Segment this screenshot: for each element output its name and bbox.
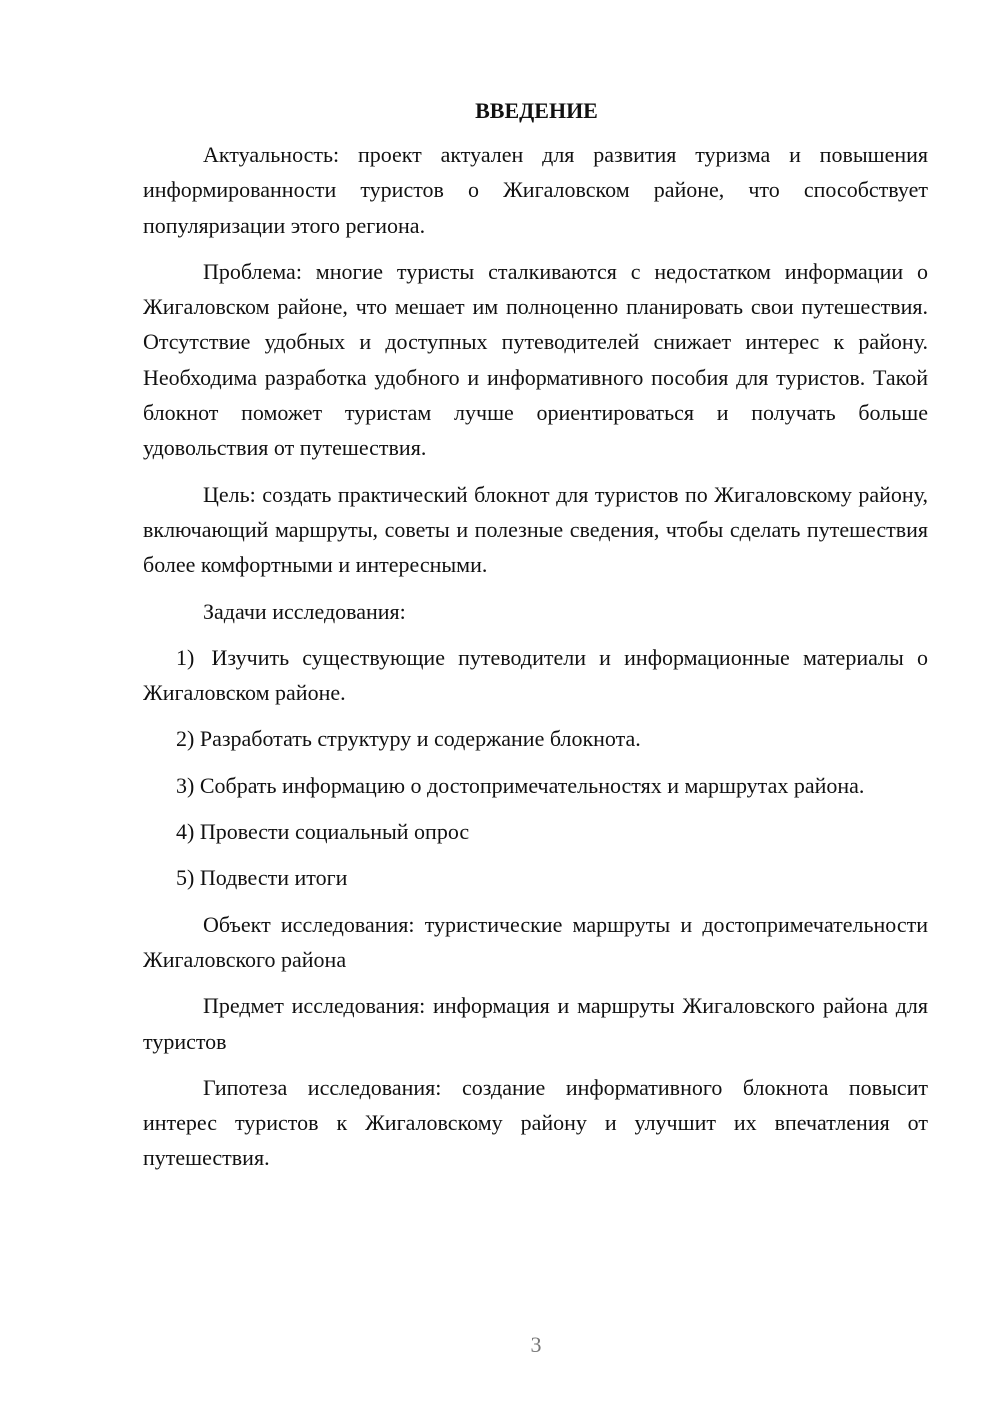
page-number: 3: [530, 1332, 542, 1357]
task-number: 1): [176, 644, 195, 670]
task-item: [143, 860, 928, 895]
task-item: [143, 768, 928, 803]
task-item: [143, 640, 928, 711]
task-item: [143, 721, 928, 756]
tasks-list: [143, 640, 928, 896]
goal-paragraph: Цель: создать практический блокнот для туристов по Жигаловскому району, включающий маршруты, советы и полезные сведения, чтобы сделать путешествия более комфортными и интересными.: [143, 481, 928, 578]
task-text: Разработать структуру и содержание блокнота.: [199, 726, 641, 752]
task-number: 3): [176, 772, 195, 798]
task-text: Собрать информацию о достопримечательностях и маршрутах района.: [199, 772, 865, 798]
task-text: Подвести итоги: [199, 865, 348, 891]
subject-paragraph: Предмет исследования: информация и маршруты Жигаловского района для туристов: [143, 993, 928, 1054]
tasks-title: Задачи исследования:: [203, 598, 406, 624]
task-number: 4): [176, 819, 195, 845]
task-number: 5): [176, 865, 195, 891]
task-text: Изучить существующие путеводители и информационные материалы о Жигаловском районе.: [143, 644, 928, 706]
object-paragraph: Объект исследования: туристические маршруты и достопримечательности Жигаловского района: [143, 911, 928, 972]
section-heading: ВВЕДЕНИЕ: [475, 98, 598, 123]
problem-paragraph: Проблема: многие туристы сталкиваются с недостатком информации о Жигаловском районе, что мешает им полноценно планировать свои путешествия. Отсутствие удобных и доступных путеводителей снижает интерес к району. Необходима разработка удобного и информативного пособия для туристов. Такой блокнот поможет туристам лучше ориентироваться и получать больше удовольствия от путешествия.: [143, 258, 928, 461]
hypothesis-paragraph: Гипотеза исследования: создание информативного блокнота повысит интерес туристов к Жигаловскому району и улучшит их впечатления от путешествия.: [143, 1074, 928, 1171]
relevance-paragraph: Актуальность: проект актуален для развития туризма и повышения информированности туристов о Жигаловском районе, что способствует популяризации этого региона.: [143, 142, 928, 238]
task-item: [143, 814, 928, 849]
task-text: Провести социальный опрос: [199, 819, 470, 845]
task-number: 2): [176, 726, 195, 752]
page-body: [143, 93, 928, 1187]
